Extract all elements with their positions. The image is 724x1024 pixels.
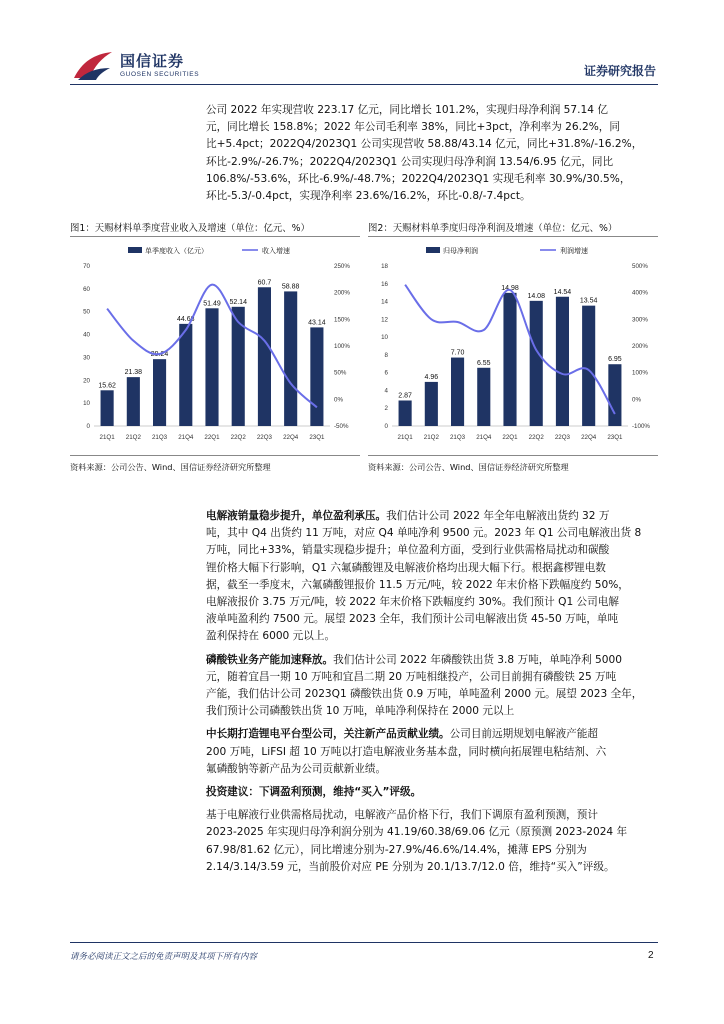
intro-paragraph <box>206 102 658 205</box>
revenue-xtick: 21Q3 <box>151 434 168 441</box>
revenue-ytick-left: 50 <box>83 308 90 316</box>
section-heading: 磷酸铁业务产能加速释放。 <box>206 653 334 666</box>
profit-xtick: 21Q1 <box>397 434 413 441</box>
revenue-ytick-left: 70 <box>83 263 90 270</box>
section <box>206 784 658 801</box>
section <box>206 508 658 646</box>
revenue-bar-label: 21.38 <box>124 369 143 377</box>
section-line: 元，随着宜昌一期 10 万吨和宜昌二期 20 万吨相继投产，公司目前拥有磷酸铁 25 万吨 <box>206 670 617 683</box>
profit-xtick: 21Q4 <box>476 434 492 441</box>
section-line: 2023-2025 年实现归母净利润分别为 41.19/60.38/69.06 亿元（原预测 2023-2024 年 <box>206 826 628 839</box>
profit-xtick: 22Q3 <box>554 434 571 441</box>
profit-ytick-right: -100% <box>632 423 650 430</box>
profit-ytick-left: 0 <box>384 423 388 430</box>
profit-ytick-left: 8 <box>384 351 388 359</box>
profit-bar <box>425 382 438 426</box>
profit-bar <box>530 301 543 426</box>
profit-ytick-right: 0% <box>632 396 641 404</box>
revenue-bar <box>310 327 323 426</box>
revenue-ytick-left: 20 <box>83 377 90 385</box>
revenue-bar <box>232 307 245 426</box>
revenue-legend-bar-swatch <box>128 247 142 253</box>
profit-xtick: 21Q2 <box>423 434 439 441</box>
footer-rule <box>70 942 658 943</box>
section-line: 200 万吨，LiFSI 超 10 万吨以打造电解液业务基本盘，同时横向拓展锂电粘结剂、六 <box>206 745 607 758</box>
revenue-ytick-right: 0% <box>334 396 343 404</box>
profit-ytick-left: 10 <box>381 334 388 342</box>
profit-bar-label: 7.70 <box>450 349 465 357</box>
revenue-bar <box>101 390 114 426</box>
revenue-bar-label: 29.24 <box>150 351 169 359</box>
profit-bar <box>399 400 412 426</box>
profit-bar-label: 6.55 <box>476 359 491 367</box>
revenue-legend-line-label: 收入增速 <box>262 247 290 255</box>
section <box>206 652 658 721</box>
revenue-xtick: 22Q4 <box>283 434 299 441</box>
page-number: 2 <box>648 950 654 961</box>
figure2-source-rule <box>368 455 658 456</box>
intro-line: 106.8%/-53.6%，环比-6.9%/-48.7%；2022Q4/2023Q1 实现毛利率 30.9%/30.5%， <box>206 172 631 185</box>
revenue-bar-label: 60.7 <box>257 279 272 287</box>
revenue-ytick-right: 150% <box>334 316 350 324</box>
section-line: 公司目前远期规划电解液产能超 <box>449 728 598 741</box>
profit-ytick-left: 2 <box>384 405 388 413</box>
revenue-ytick-right: -50% <box>334 423 349 430</box>
section-line: 我们预计公司磷酸铁出货 10 万吨，单吨净利保持在 2000 元以上 <box>206 705 515 718</box>
profit-bar-label: 14.08 <box>527 292 545 300</box>
profit-ytick-left: 4 <box>384 387 388 395</box>
revenue-legend-bar-label: 单季度收入（亿元） <box>145 247 208 255</box>
profit-ytick-left: 16 <box>381 280 388 288</box>
logo-text-cn: 国信证券 <box>120 52 185 70</box>
report-type-label: 证券研究报告 <box>583 64 656 78</box>
profit-legend-bar-swatch <box>426 247 440 253</box>
guosen-logo-icon <box>72 48 114 82</box>
revenue-ytick-left: 0 <box>86 423 90 430</box>
figure1-title: 图1：天赐材料单季度营业收入及增速（单位：亿元、%） <box>70 223 310 234</box>
revenue-bar-label: 58.88 <box>281 283 300 291</box>
section-line: 我们估计公司 2022 年全年电解液出货约 32 万 <box>386 510 610 522</box>
revenue-ytick-right: 100% <box>334 343 350 350</box>
profit-xtick: 22Q1 <box>502 434 518 441</box>
revenue-xtick: 21Q4 <box>178 434 194 441</box>
profit-ytick-left: 14 <box>381 298 388 306</box>
profit-bar-label: 14.54 <box>553 288 572 296</box>
figure1-source-rule <box>70 455 360 456</box>
footer-disclaimer: 请务必阅读正文之后的免责声明及其项下所有内容 <box>70 952 258 962</box>
revenue-ytick-right: 250% <box>334 263 350 270</box>
revenue-xtick: 21Q1 <box>99 434 115 441</box>
section-line: 盈利保持在 6000 元以上。 <box>206 630 336 643</box>
section-first-line <box>206 508 658 525</box>
profit-xtick: 22Q4 <box>581 434 597 441</box>
intro-line: 元，同比增长 158.8%；2022 年公司毛利率 38%，同比+3pct，净利率为 26.2%，同 <box>206 121 620 134</box>
revenue-xtick: 23Q1 <box>309 434 325 441</box>
revenue-ytick-left: 40 <box>83 331 90 339</box>
section-line: 2.14/3.14/3.59 元，当前股价对应 PE 分别为 20.1/13.7/12.0 倍，维持“买入”评级。 <box>206 860 615 873</box>
revenue-bar-label: 44.68 <box>177 315 195 323</box>
revenue-xtick: 21Q2 <box>125 434 141 441</box>
profit-ytick-left: 18 <box>381 263 388 270</box>
profit-bar <box>503 293 516 426</box>
revenue-bar <box>153 359 166 426</box>
section-line: 67.98/81.62 亿元），同比增速分别为-27.9%/46.6%/14.4%，摊薄 EPS 分别为 <box>206 843 587 856</box>
section-line: 据，截至一季度末，六氟磷酸锂报价 11.5 万元/吨，较 2022 年末价格下跌幅度约 50%， <box>206 578 629 591</box>
profit-ytick-left: 6 <box>384 369 388 377</box>
figure1-source: 资料来源：公司公告、Wind、国信证券经济研究所整理 <box>70 462 271 472</box>
revenue-bar <box>284 291 297 426</box>
profit-ytick-right: 500% <box>632 263 648 270</box>
profit-chart <box>368 240 658 448</box>
profit-bar-label: 14.98 <box>501 284 519 292</box>
profit-xtick: 22Q2 <box>528 434 544 441</box>
revenue-bar-label: 43.14 <box>308 319 326 327</box>
profit-bar <box>451 358 464 426</box>
profit-bar-label: 4.96 <box>424 373 439 381</box>
profit-ytick-right: 200% <box>632 343 648 350</box>
revenue-bar <box>127 377 140 426</box>
section-line: 万吨，同比+33%，销量实现稳步提升；单位盈利方面，受到行业供需格局扰动和碳酸 <box>206 544 610 557</box>
section-heading: 投资建议：下调盈利预测，维持“买入”评级。 <box>206 786 422 799</box>
intro-line: 公司 2022 年实现营收 223.17 亿元，同比增长 101.2%，实现归母净利润 57.14 亿 <box>206 104 608 116</box>
intro-line: 比+5.4pct；2022Q4/2023Q1 公司实现营收 58.88/43.14 亿元，同比+31.8%/-16.2%， <box>206 138 643 151</box>
revenue-bar <box>179 324 192 426</box>
revenue-bar-label: 52.14 <box>229 298 247 306</box>
profit-legend-line-label: 利润增速 <box>560 247 588 255</box>
section-line: 吨，其中 Q4 出货约 11 万吨，对应 Q4 单吨净利 9500 元。2023 年 Q1 公司电解液出货 8 <box>206 527 642 540</box>
section-line: 液单吨盈利约 7500 元。展望 2023 全年，我们预计公司电解液出货 45-50 万吨，单吨 <box>206 613 619 626</box>
profit-ytick-left: 12 <box>381 316 388 324</box>
section-heading: 中长期打造锂电平台型公司，关注新产品贡献业绩。 <box>206 728 450 741</box>
revenue-bar-label: 51.49 <box>203 300 221 308</box>
figure2-source: 资料来源：公司公告、Wind、国信证券经济研究所整理 <box>368 462 569 472</box>
profit-bar-label: 6.95 <box>608 356 622 364</box>
profit-ytick-right: 300% <box>632 316 648 324</box>
section-line: 我们估计公司 2022 年磷酸铁出货 3.8 万吨，单吨净利 5000 <box>333 653 623 666</box>
revenue-bar <box>205 308 218 426</box>
section-line: 产能，我们估计公司 2023Q1 磷酸铁出货 0.9 万吨，单吨盈利 2000 元。展望 2023 全年， <box>206 688 643 701</box>
figure1-title-rule <box>70 236 360 237</box>
figure2-title-rule <box>368 236 658 237</box>
revenue-ytick-left: 10 <box>83 400 90 408</box>
section-first-line <box>206 784 658 801</box>
revenue-ytick-right: 50% <box>334 369 347 377</box>
profit-ytick-right: 400% <box>632 289 648 297</box>
revenue-xtick: 22Q3 <box>256 434 273 441</box>
profit-bar <box>477 368 490 426</box>
section-line: 锂价格大幅下行影响，Q1 六氟磷酸锂及电解液价格均出现大幅下行。根据鑫椤锂电数 <box>206 561 606 574</box>
section-first-line <box>206 726 658 743</box>
revenue-xtick: 22Q1 <box>204 434 220 441</box>
revenue-xtick: 22Q2 <box>230 434 246 441</box>
revenue-chart <box>70 240 360 448</box>
intro-line: 环比-5.3/-0.4pct，实现净利率 23.6%/16.2%，环比-0.8/-7.4pct。 <box>206 190 531 203</box>
section-line: 电解液报价 3.75 万元/吨，较 2022 年末价格下跌幅度约 30%。我们预计 Q1 公司电解 <box>206 596 619 609</box>
revenue-bar <box>258 287 271 426</box>
section <box>206 726 658 778</box>
section <box>206 807 658 876</box>
revenue-ytick-left: 30 <box>83 354 90 362</box>
section-heading: 电解液销量稳步提升，单位盈利承压。 <box>206 510 387 522</box>
revenue-bar-label: 15.62 <box>98 382 116 390</box>
profit-xtick: 21Q3 <box>449 434 466 441</box>
profit-ytick-right: 100% <box>632 369 648 377</box>
section-first-line <box>206 652 658 669</box>
profit-bar <box>582 306 595 426</box>
revenue-ytick-right: 200% <box>334 289 350 297</box>
profit-xtick: 23Q1 <box>607 434 623 441</box>
profit-bar-label: 2.87 <box>398 392 412 400</box>
section-line: 氟磷酸钠等新产品为公司贡献新业绩。 <box>206 762 387 775</box>
figure2-title: 图2：天赐材料单季度归母净利润及增速（单位：亿元、%） <box>368 223 618 234</box>
profit-bar-label: 13.54 <box>579 297 598 305</box>
page-header <box>0 0 724 90</box>
profit-bar <box>608 364 621 426</box>
intro-line: 环比-2.9%/-26.7%；2022Q4/2023Q1 公司实现归母净利润 13.54/6.95 亿元，同比 <box>206 155 614 168</box>
logo-text-en: GUOSEN SECURITIES <box>120 71 200 78</box>
header-rule <box>70 84 658 85</box>
section-line: 基于电解液行业供需格局扰动，电解液产品价格下行，我们下调原有盈利预测，预计 <box>206 809 598 822</box>
body-sections <box>206 508 658 882</box>
profit-legend-bar-label: 归母净利润 <box>443 247 478 255</box>
revenue-ytick-left: 60 <box>83 285 90 293</box>
profit-bar <box>556 297 569 426</box>
